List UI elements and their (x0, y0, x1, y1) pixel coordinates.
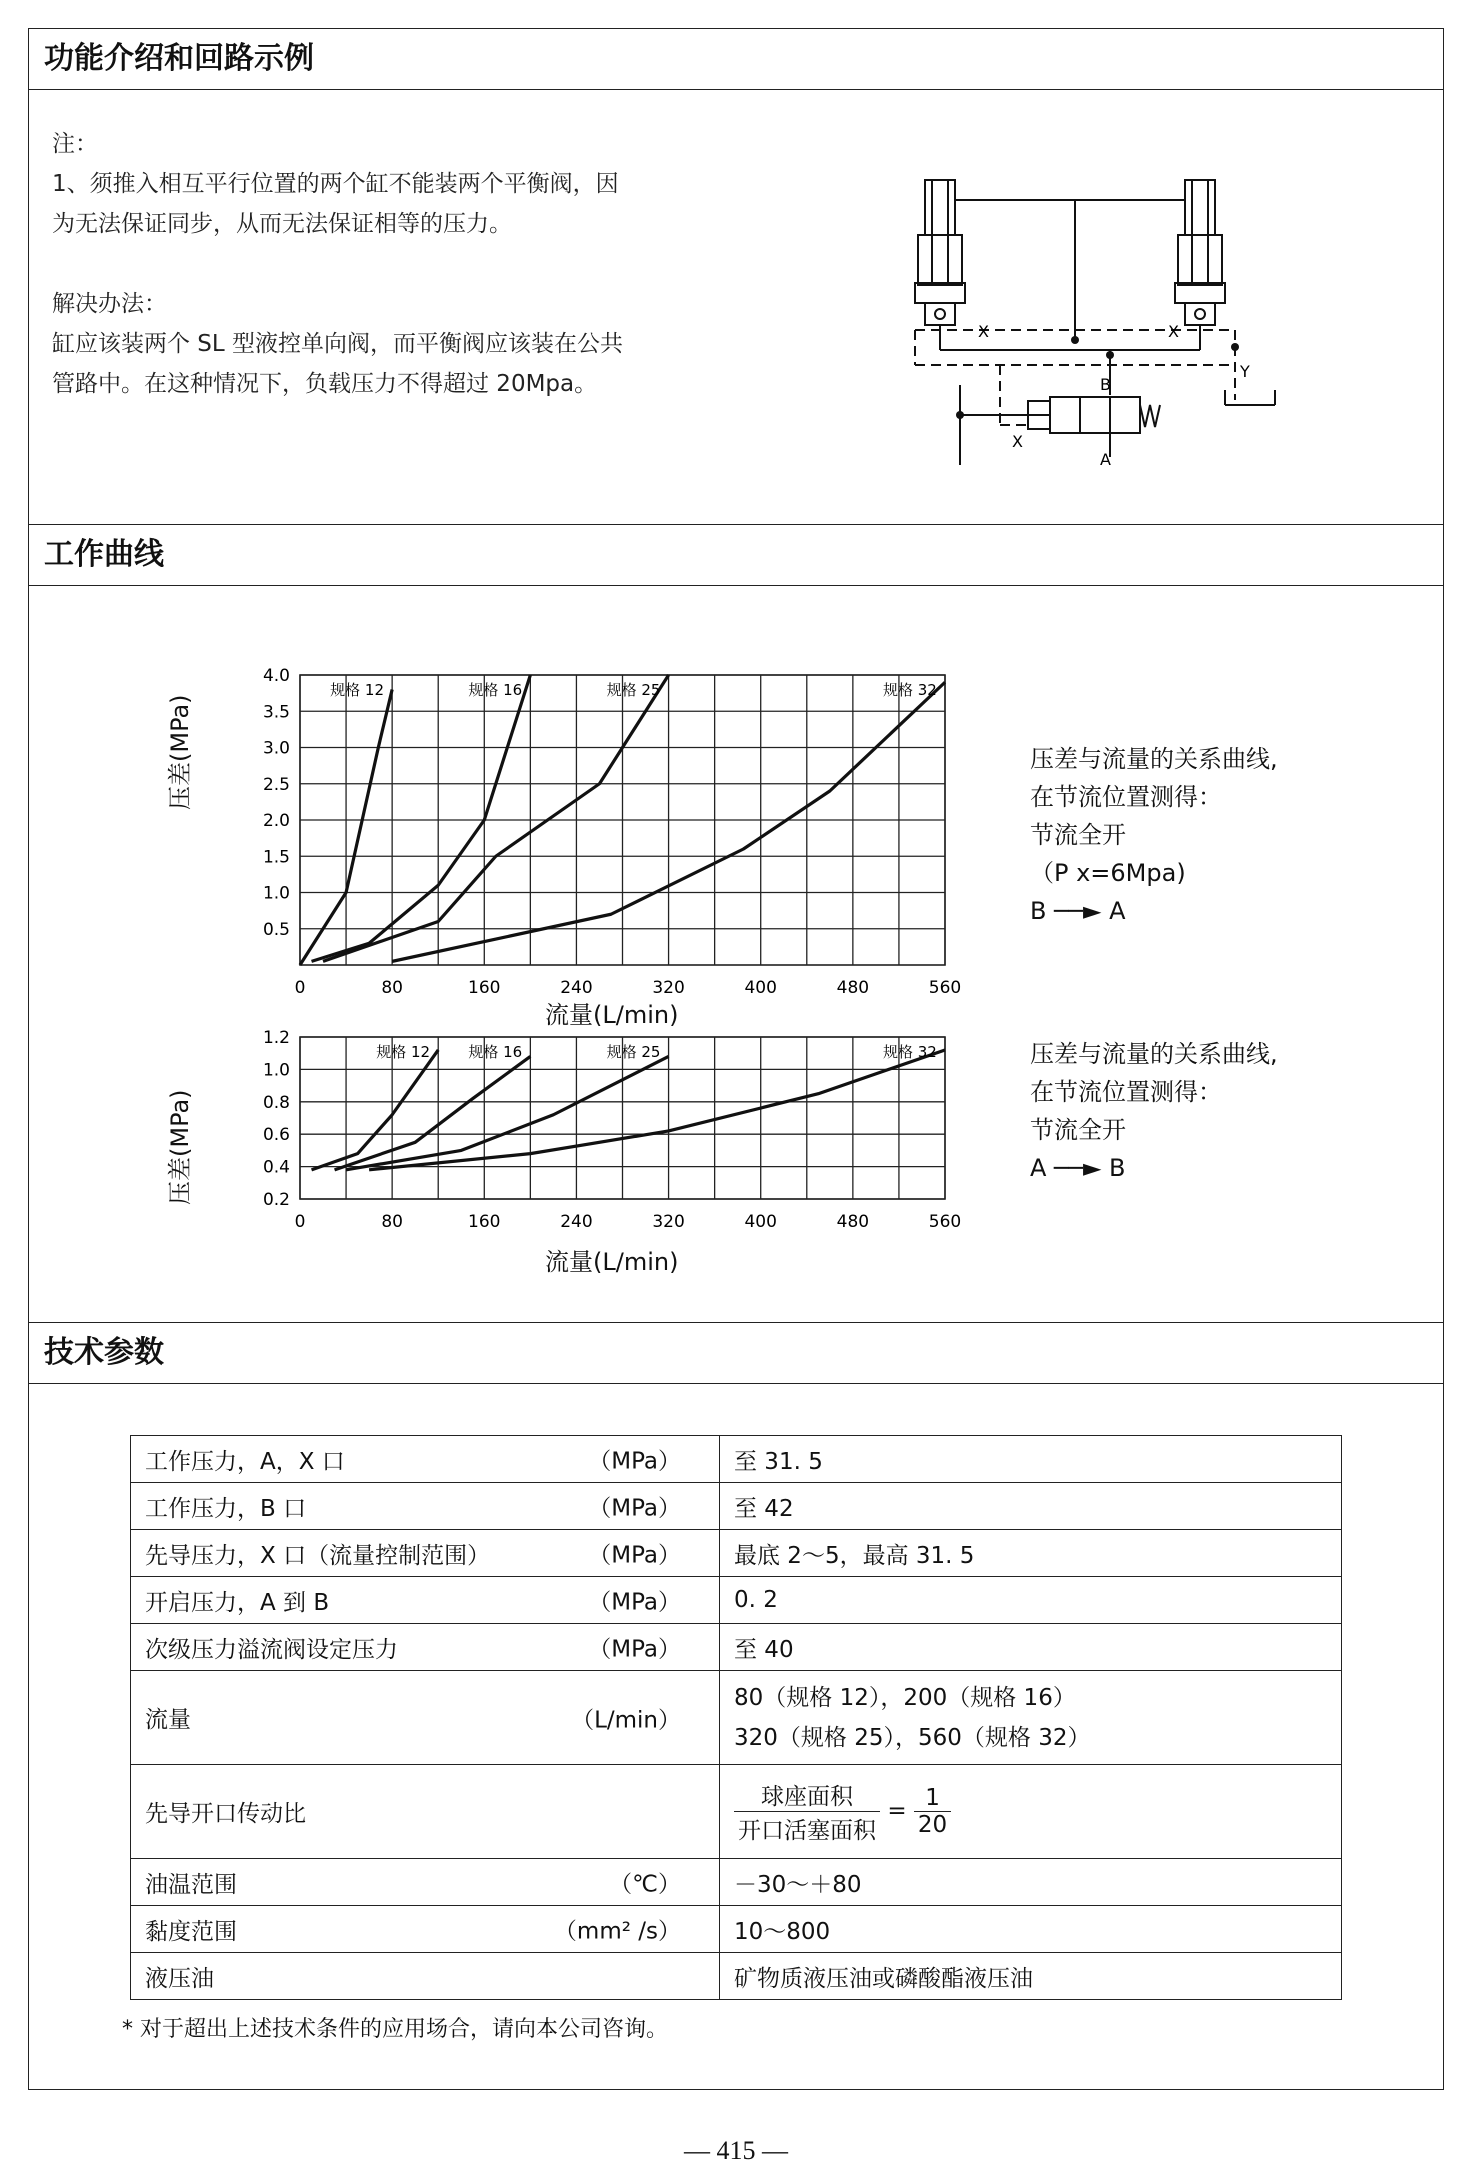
note-line: 1、须推入相互平行位置的两个缸不能装两个平衡阀，因 (52, 171, 619, 197)
param-unit: （℃） (609, 1871, 681, 1898)
param-value: 最底 2～5，最高 31. 5 (720, 1530, 1342, 1577)
param-value: 矿物质液压油或磷酸酯液压油 (720, 1953, 1342, 2000)
section-title-params: 技术参数 (28, 1322, 1444, 1384)
y-tick-label: 1.5 (262, 847, 290, 868)
caption-line: 节流全开 (1030, 821, 1126, 849)
x-tick-label: 480 (836, 978, 870, 998)
param-label: 流量 (145, 1707, 191, 1733)
param-label: 液压油 (145, 1965, 214, 1992)
table-row (131, 1906, 1342, 1953)
table-row (131, 1530, 1342, 1577)
x-tick-label: 80 (381, 978, 403, 998)
param-value: 80（规格 12），200（规格 16） (734, 1684, 1076, 1711)
x-tick-label: 320 (652, 1212, 685, 1232)
caption-top (1030, 740, 1278, 930)
param-value: 320（规格 25），560（规格 32） (734, 1724, 1091, 1751)
ratio-fraction: $\frac{\text{球座面积}}{\text{开口活塞面积}}$ (734, 1778, 880, 1845)
x-tick-label: 400 (744, 978, 777, 998)
note-line: 为无法保证同步，从而无法保证相等的压力。 (52, 211, 512, 237)
series-label: 规格 16 (468, 681, 523, 699)
param-value: 至 40 (720, 1624, 1342, 1671)
caption-line: 在节流位置测得： (1030, 1078, 1222, 1106)
x-tick-label: 80 (381, 1212, 403, 1232)
y-tick-label: 0.5 (262, 919, 290, 940)
table-row (131, 1953, 1342, 2000)
note-line: 解决办法： (52, 291, 167, 317)
param-label: 黏度范围 (145, 1918, 237, 1945)
caption-line: 节流全开 (1030, 1116, 1126, 1144)
caption-bottom (1030, 1035, 1278, 1187)
param-label: 开启压力，A 到 B (145, 1589, 330, 1616)
param-label: 工作压力，B 口 (145, 1495, 307, 1522)
note-line (52, 244, 623, 284)
x-tick-label: 560 (928, 978, 962, 998)
param-unit: （MPa） (588, 1636, 681, 1663)
param-unit: （MPa） (588, 1495, 681, 1522)
caption-line: B ──► A (1030, 897, 1126, 925)
y-tick-label: 3.0 (262, 738, 290, 759)
chart2-ylabel: 压差(MPa) (166, 1089, 194, 1205)
ratio-value: $\frac{1}{20}$ (914, 1785, 951, 1838)
y-tick-label: 1.2 (262, 1028, 290, 1048)
table-row (131, 1436, 1342, 1483)
y-tick-label: 2.5 (262, 774, 290, 795)
x-tick-label: 480 (836, 1212, 870, 1232)
circuit-diagram (900, 165, 1280, 475)
series-line (312, 1050, 439, 1170)
x-tick-label: 0 (294, 1212, 306, 1232)
table-row (131, 1671, 1342, 1765)
chart2-xlabel: 流量(L/min) (545, 1248, 679, 1276)
note-line: 管路中。在这种情况下，负载压力不得超过 20Mpa。 (52, 371, 598, 397)
series-line (335, 1056, 531, 1169)
params-table (130, 1435, 1342, 2000)
table-row (131, 1577, 1342, 1624)
chart-pressure-flow-b-a (250, 665, 970, 1005)
y-tick-label: 1.0 (262, 1060, 290, 1081)
x-tick-label: 160 (468, 978, 501, 998)
param-unit: （MPa） (588, 1542, 681, 1569)
page-number: — 415 — (684, 2136, 788, 2165)
param-value: 至 42 (720, 1483, 1342, 1530)
param-unit: （MPa） (588, 1589, 681, 1616)
note-line: 注： (52, 131, 98, 157)
series-line (312, 675, 531, 961)
param-value: 10～800 (720, 1906, 1342, 1953)
circuit-label-x: X (1168, 322, 1179, 341)
circuit-label-x: X (1012, 432, 1023, 451)
caption-line: 压差与流量的关系曲线, (1030, 745, 1278, 773)
y-tick-label: 0.2 (262, 1190, 290, 1210)
y-tick-label: 4.0 (262, 666, 290, 686)
param-value: 至 31. 5 (720, 1436, 1342, 1483)
circuit-label-a: A (1100, 450, 1111, 469)
chart-pressure-flow-a-b (250, 1025, 970, 1245)
x-tick-label: 240 (560, 978, 593, 998)
series-label: 规格 12 (376, 1043, 431, 1061)
param-label: 先导开口传动比 (145, 1801, 306, 1827)
table-row (131, 1624, 1342, 1671)
series-line (323, 675, 669, 961)
chart1-ylabel: 压差(MPa) (166, 694, 194, 810)
x-tick-label: 320 (652, 978, 685, 998)
caption-line: 在节流位置测得： (1030, 783, 1222, 811)
x-tick-label: 240 (560, 1212, 593, 1232)
param-label: 油温范围 (145, 1871, 237, 1898)
footnote: * 对于超出上述技术条件的应用场合，请向本公司咨询。 (122, 2017, 668, 2042)
section-title-curves: 工作曲线 (28, 524, 1444, 586)
circuit-label-y: Y (1240, 362, 1250, 381)
y-tick-label: 0.4 (262, 1157, 290, 1178)
ratio-equals: = (887, 1798, 907, 1824)
section-title-function: 功能介绍和回路示例 (28, 28, 1444, 90)
y-tick-label: 2.0 (262, 811, 290, 831)
series-label: 规格 32 (883, 1043, 937, 1061)
chart1-xlabel: 流量(L/min) (545, 1001, 679, 1029)
x-tick-label: 0 (294, 978, 306, 998)
y-tick-label: 3.5 (262, 702, 290, 723)
y-tick-label: 0.6 (262, 1125, 290, 1146)
series-label: 规格 25 (606, 1043, 661, 1061)
caption-line: 压差与流量的关系曲线, (1030, 1040, 1278, 1068)
series-label: 规格 12 (330, 681, 385, 699)
note-text (52, 124, 623, 404)
series-label: 规格 32 (883, 681, 937, 699)
caption-line: （P x=6Mpa) (1030, 859, 1186, 887)
caption-line: A ──► B (1030, 1154, 1126, 1182)
param-unit: （MPa） (588, 1448, 681, 1475)
param-label: 工作压力，A，X 口 (145, 1448, 345, 1475)
y-tick-label: 0.8 (262, 1092, 290, 1113)
x-tick-label: 400 (744, 1212, 777, 1232)
table-row (131, 1765, 1342, 1859)
param-unit: （mm² /s） (553, 1918, 681, 1945)
param-label: 先导压力，X 口（流量控制范围） (145, 1542, 491, 1569)
table-row (131, 1483, 1342, 1530)
note-line: 缸应该装两个 SL 型液控单向阀，而平衡阀应该装在公共 (52, 331, 624, 357)
circuit-label-x: X (978, 322, 989, 341)
param-value: 0. 2 (720, 1577, 1342, 1624)
param-label: 次级压力溢流阀设定压力 (145, 1636, 398, 1663)
series-label: 规格 25 (606, 681, 661, 699)
x-tick-label: 160 (468, 1212, 501, 1232)
table-row (131, 1859, 1342, 1906)
circuit-label-b: B (1100, 375, 1111, 394)
x-tick-label: 560 (928, 1212, 962, 1232)
param-unit: （L/min） (571, 1707, 681, 1733)
param-value: －30～＋80 (720, 1859, 1342, 1906)
series-label: 规格 16 (468, 1043, 523, 1061)
y-tick-label: 1.0 (262, 883, 290, 904)
